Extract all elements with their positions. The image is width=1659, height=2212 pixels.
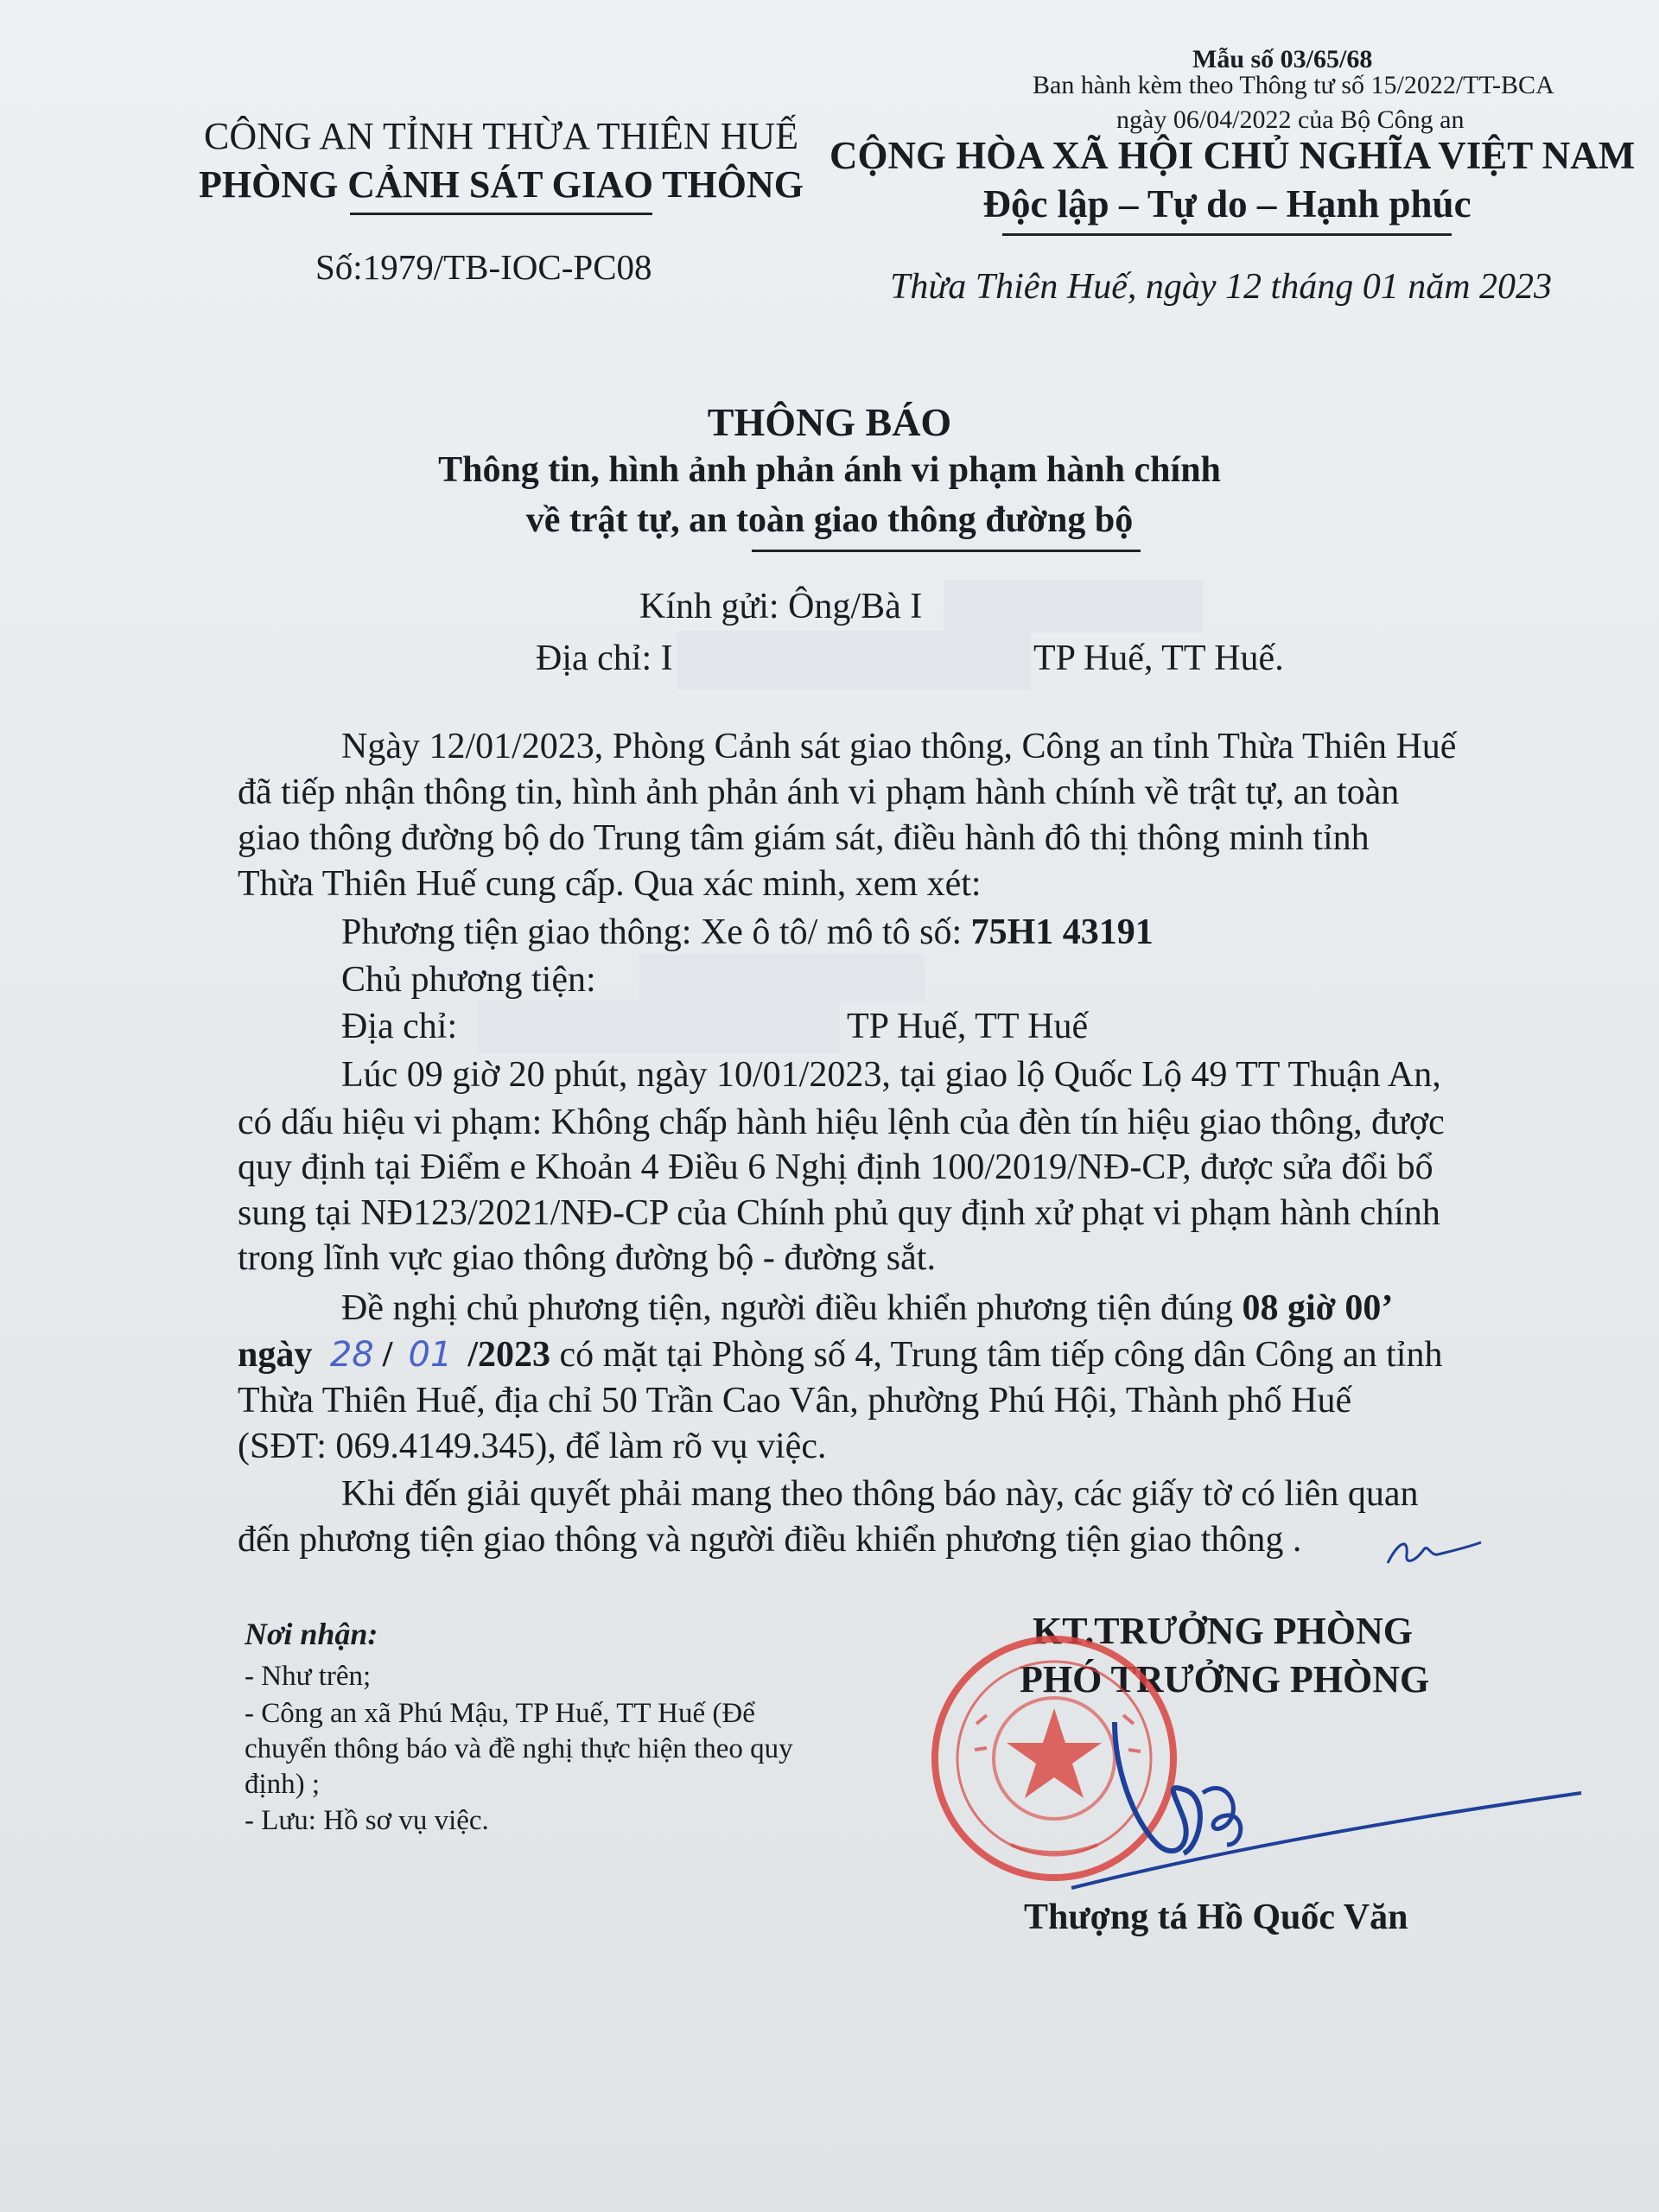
redacted-recipient-address xyxy=(677,631,1031,690)
header-left-underline xyxy=(350,213,652,215)
document-subtitle-line-1: Thông tin, hình ảnh phản ánh vi phạm hành chính xyxy=(438,450,1221,490)
motto-underline xyxy=(1002,233,1452,236)
appointment-time: 08 giờ 00’ xyxy=(1242,1288,1394,1328)
body-line: Khi đến giải quyết phải mang theo thông báo này, các giấy tờ có liên quan xyxy=(341,1474,1419,1514)
recipients-item: - Như trên; xyxy=(245,1661,372,1692)
recipients-item: chuyển thông báo và đề nghị thực hiện theo quy xyxy=(245,1733,793,1764)
recipients-item: - Công an xã Phú Mậu, TP Huế, TT Huế (Để xyxy=(245,1698,755,1729)
appointment-day-label: ngày xyxy=(238,1335,321,1375)
handwritten-signature-icon xyxy=(1063,1715,1599,1897)
body-line: đã tiếp nhận thông tin, hình ảnh phản ánh vi phạm hành chính về trật tự, an toàn xyxy=(238,772,1400,812)
agency-name: CÔNG AN TỈNH THỪA THIÊN HUẾ xyxy=(203,115,798,157)
owner-label: Chủ phương tiện: xyxy=(341,960,596,1000)
body-line: sung tại NĐ123/2021/NĐ-CP của Chính phủ quy định xử phạt vi phạm hành chính xyxy=(238,1193,1440,1233)
signer-name: Thượng tá Hồ Quốc Văn xyxy=(1024,1897,1408,1937)
document-subtitle-line-2: về trật tự, an toàn giao thông đường bộ xyxy=(525,500,1134,540)
form-note-line-2: ngày 06/04/2022 của Bộ Công an xyxy=(1116,105,1465,134)
recipients-heading: Nơi nhận: xyxy=(245,1617,378,1651)
body-line: quy định tại Điểm e Khoản 4 Điều 6 Nghị định 100/2019/NĐ-CP, được sửa đổi bổ xyxy=(238,1147,1433,1187)
body-line: trong lĩnh vực giao thông đường bộ - đường sắt. xyxy=(238,1238,936,1278)
national-header xyxy=(830,131,1636,236)
appointment-request: Đề nghị chủ phương tiện, người điều khiển phương tiện đúng xyxy=(341,1288,1243,1328)
document-title: THÔNG BÁO xyxy=(707,400,952,444)
owner-address-label: Địa chỉ: xyxy=(341,1007,458,1046)
recipient-address-tail: TP Huế, TT Huế. xyxy=(1033,639,1284,678)
national-motto: Độc lập – Tự do – Hạnh phúc xyxy=(982,182,1471,226)
recipients-item: - Lưu: Hồ sơ vụ việc. xyxy=(245,1805,489,1836)
body-line: Lúc 09 giờ 20 phút, ngày 10/01/2023, tại giao lộ Quốc Lộ 49 TT Thuận An, xyxy=(341,1055,1441,1095)
handwritten-month: 01 xyxy=(408,1335,453,1375)
title-underline xyxy=(752,550,1141,552)
appointment-location: có mặt tại Phòng số 4, Trung tâm tiếp công dân Công an tỉnh xyxy=(550,1335,1443,1375)
license-plate: 75H1 43191 xyxy=(970,912,1154,952)
vehicle-line xyxy=(341,912,1154,953)
owner-address-tail: TP Huế, TT Huế xyxy=(847,1007,1089,1046)
handwritten-day: 28 xyxy=(329,1335,374,1375)
body-line: (SĐT: 069.4149.345), để làm rõ vụ việc. xyxy=(238,1427,827,1466)
form-number: Mẫu số 03/65/68 xyxy=(1192,45,1373,73)
recipient-greeting: Kính gửi: Ông/Bà I xyxy=(639,587,923,626)
date-separator: / xyxy=(382,1335,393,1375)
form-note-line-1: Ban hành kèm theo Thông tư số 15/2022/TT-BCA xyxy=(1033,71,1554,99)
body-line: có dấu hiệu vi phạm: Không chấp hành hiệu lệnh của đèn tín hiệu giao thông, được xyxy=(238,1103,1445,1142)
redacted-recipient-name xyxy=(944,581,1203,632)
redacted-owner-address xyxy=(477,1001,840,1052)
body-line: giao thông đường bộ do Trung tâm giám sát, điều hành đô thị thông minh tỉnh xyxy=(238,818,1370,858)
place-and-date: Thừa Thiên Huế, ngày 12 tháng 01 năm 2023 xyxy=(890,267,1553,307)
issuing-authority-header xyxy=(173,112,830,215)
vehicle-label: Phương tiện giao thông: Xe ô tô/ mô tô số: xyxy=(341,912,971,952)
appointment-year: /2023 xyxy=(467,1335,551,1375)
body-line: Thừa Thiên Huế, địa chỉ 50 Trần Cao Vân, phường Phú Hội, Thành phố Huế xyxy=(238,1381,1352,1421)
redacted-owner-name xyxy=(639,954,925,1002)
department-name: PHÒNG CẢNH SÁT GIAO THÔNG xyxy=(198,163,804,206)
signatory-role-2: PHÓ TRƯỞNG PHÒNG xyxy=(1020,1658,1430,1700)
document-number: Số:1979/TB-IOC-PC08 xyxy=(315,247,652,287)
recipient-address-label: Địa chỉ: I xyxy=(536,639,673,678)
signatory-role-1: KT.TRƯỞNG PHÒNG xyxy=(1033,1610,1413,1652)
body-line xyxy=(238,1334,1442,1376)
initials-mark-icon xyxy=(1382,1525,1486,1577)
body-line: đến phương tiện giao thông và người điều khiển phương tiện giao thông . xyxy=(238,1520,1302,1560)
body-line xyxy=(341,1287,1393,1329)
body-line: Thừa Thiên Huế cung cấp. Qua xác minh, xem xét: xyxy=(238,864,982,904)
recipients-item: định) ; xyxy=(245,1769,321,1800)
body-line: Ngày 12/01/2023, Phòng Cảnh sát giao thông, Công an tỉnh Thừa Thiên Huế xyxy=(341,727,1457,766)
nation-name: CỘNG HÒA XÃ HỘI CHỦ NGHĨA VIỆT NAM xyxy=(830,134,1636,177)
